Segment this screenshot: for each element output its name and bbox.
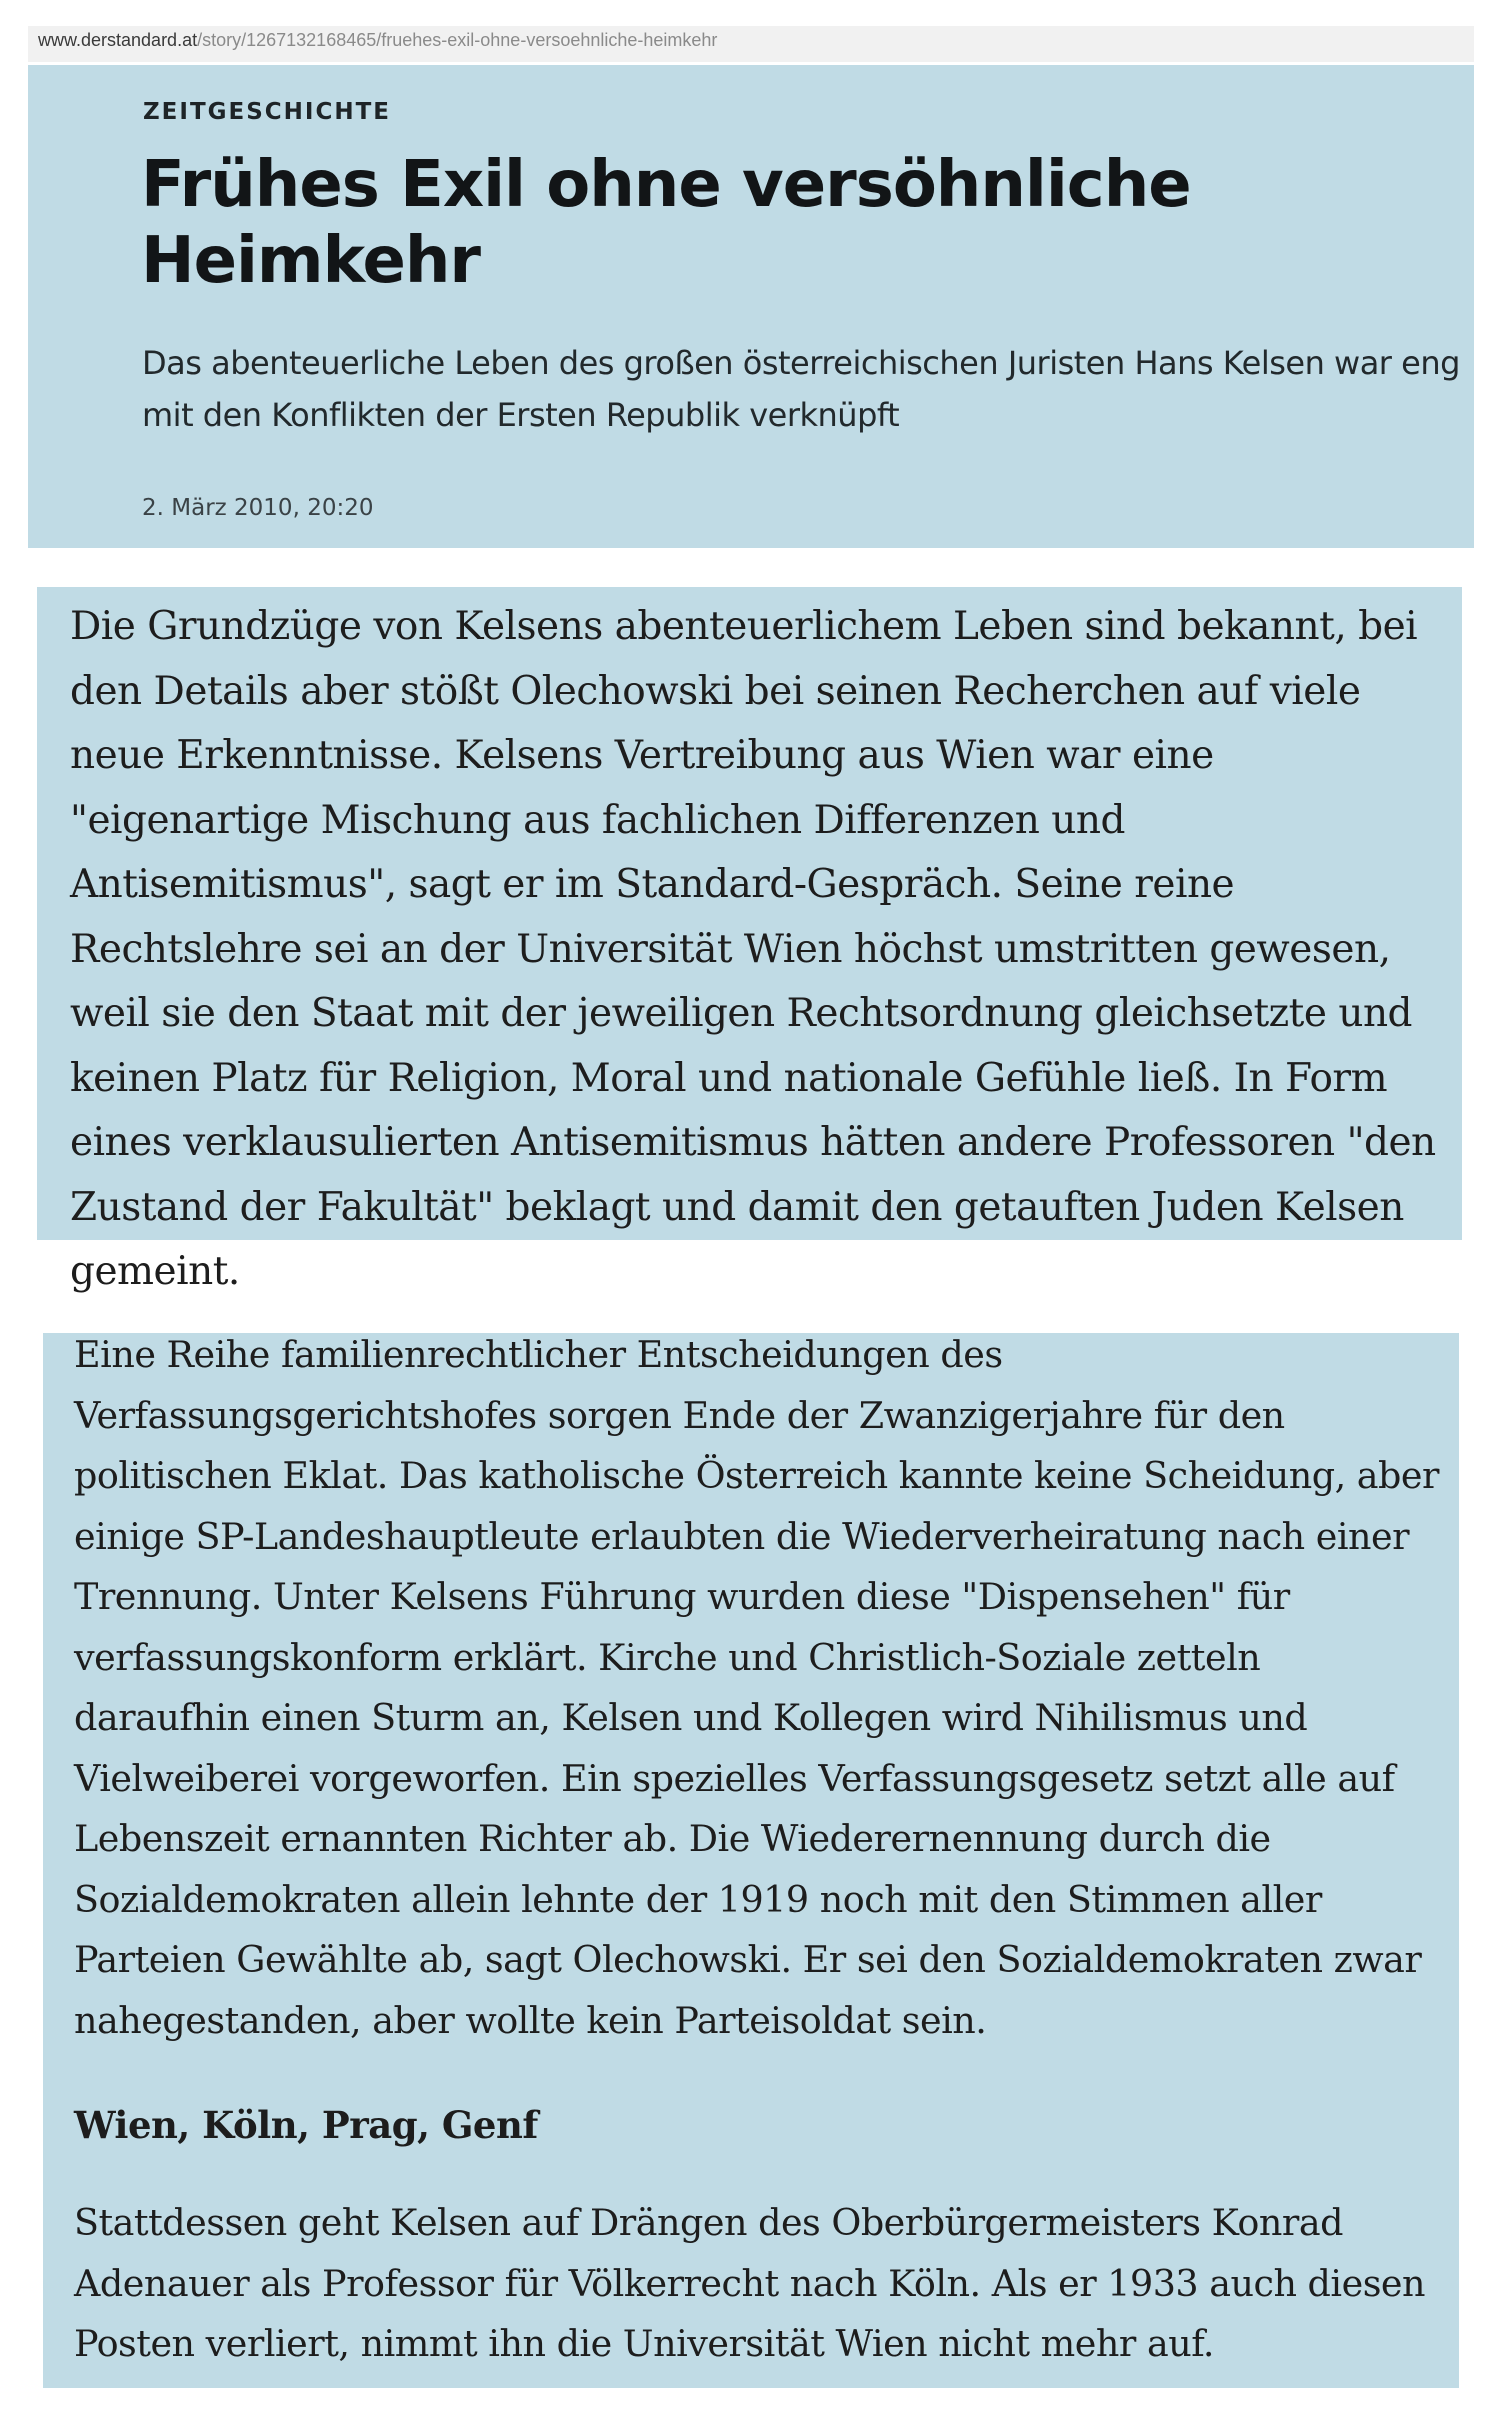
url-path: /story/1267132168465/fruehes-exil-ohne-versoehnliche-heimkehr <box>197 30 718 50</box>
url-bar[interactable] <box>28 26 1474 62</box>
section-kicker[interactable]: ZEITGESCHICHTE <box>143 99 392 125</box>
article-headline: Frühes Exil ohne versöhnliche Heimkehr <box>141 148 1191 298</box>
excerpt-2-paragraph-1: Eine Reihe familienrechtlicher Entscheidungen des Verfassungsgerichtshofes sorgen Ende der Zwanzigerjahre für den politischen Eklat. Das katholische Österreich kannte keine Scheidung, aber einige SP-Landeshauptleute erlaubten die Wiederverheiratung nach einer Trennung. Unter Kelsens Führung wurden diese "Dispensehen" für verfassungskonform erklärt. Kirche und Christlich-Soziale zetteln daraufhin einen Sturm an, Kelsen und Kollegen wird Nihilismus und Vielweiberei vorgeworfen. Ein spezielles Verfassungsgesetz setzt alle auf Lebenszeit ernannten Richter ab. Die Wiederernennung durch die Sozialdemokraten allein lehnte der 1919 noch mit den Stimmen aller Parteien Gewählte ab, sagt Olechowski. Er sei den Sozialdemokraten zwar nahegestanden, aber wollte kein Parteisoldat sein. <box>74 1333 1439 2042</box>
excerpt-2-subheading: Wien, Köln, Prag, Genf <box>74 2103 538 2147</box>
excerpt-1-paragraph: Die Grundzüge von Kelsens abenteuerlichem Leben sind bekannt, bei den Details aber stößt Olechowski bei seinen Recherchen auf viele neue Erkenntnisse. Kelsens Vertreibung aus Wien war eine "eigenartige Mischung aus fachlichen Differenzen und Antisemitismus", sagt er im Standard-Gespräch. Seine reine Rechtslehre sei an der Universität Wien höchst umstritten gewesen, weil sie den Staat mit der jeweiligen Rechtsordnung gleichsetzte und keinen Platz für Religion, Moral und nationale Gefühle ließ. In Form eines verklausulierten Antisemitismus hätten andere Professoren "den Zustand der Fakultät" beklagt und damit den getauften Juden Kelsen gemeint. <box>70 604 1436 1294</box>
article-header <box>28 65 1474 548</box>
url-domain: www.derstandard.at <box>38 30 198 50</box>
excerpt-2-paragraph-2: Stattdessen geht Kelsen auf Drängen des Oberbürgermeisters Konrad Adenauer als Professor für Völkerrecht nach Köln. Als er 1933 auch diesen Posten verliert, nimmt ihn die Universität Wien nicht mehr auf. <box>74 2201 1426 2365</box>
article-date: 2. März 2010, 20:20 <box>142 495 374 521</box>
article-excerpt-1 <box>37 587 1462 1294</box>
article-excerpt-2 <box>43 1333 1459 2388</box>
article-subtitle: Das abenteuerliche Leben des großen österreichischen Juristen Hans Kelsen war eng mit den Konflikten der Ersten Republik verknüpft <box>142 344 1460 434</box>
